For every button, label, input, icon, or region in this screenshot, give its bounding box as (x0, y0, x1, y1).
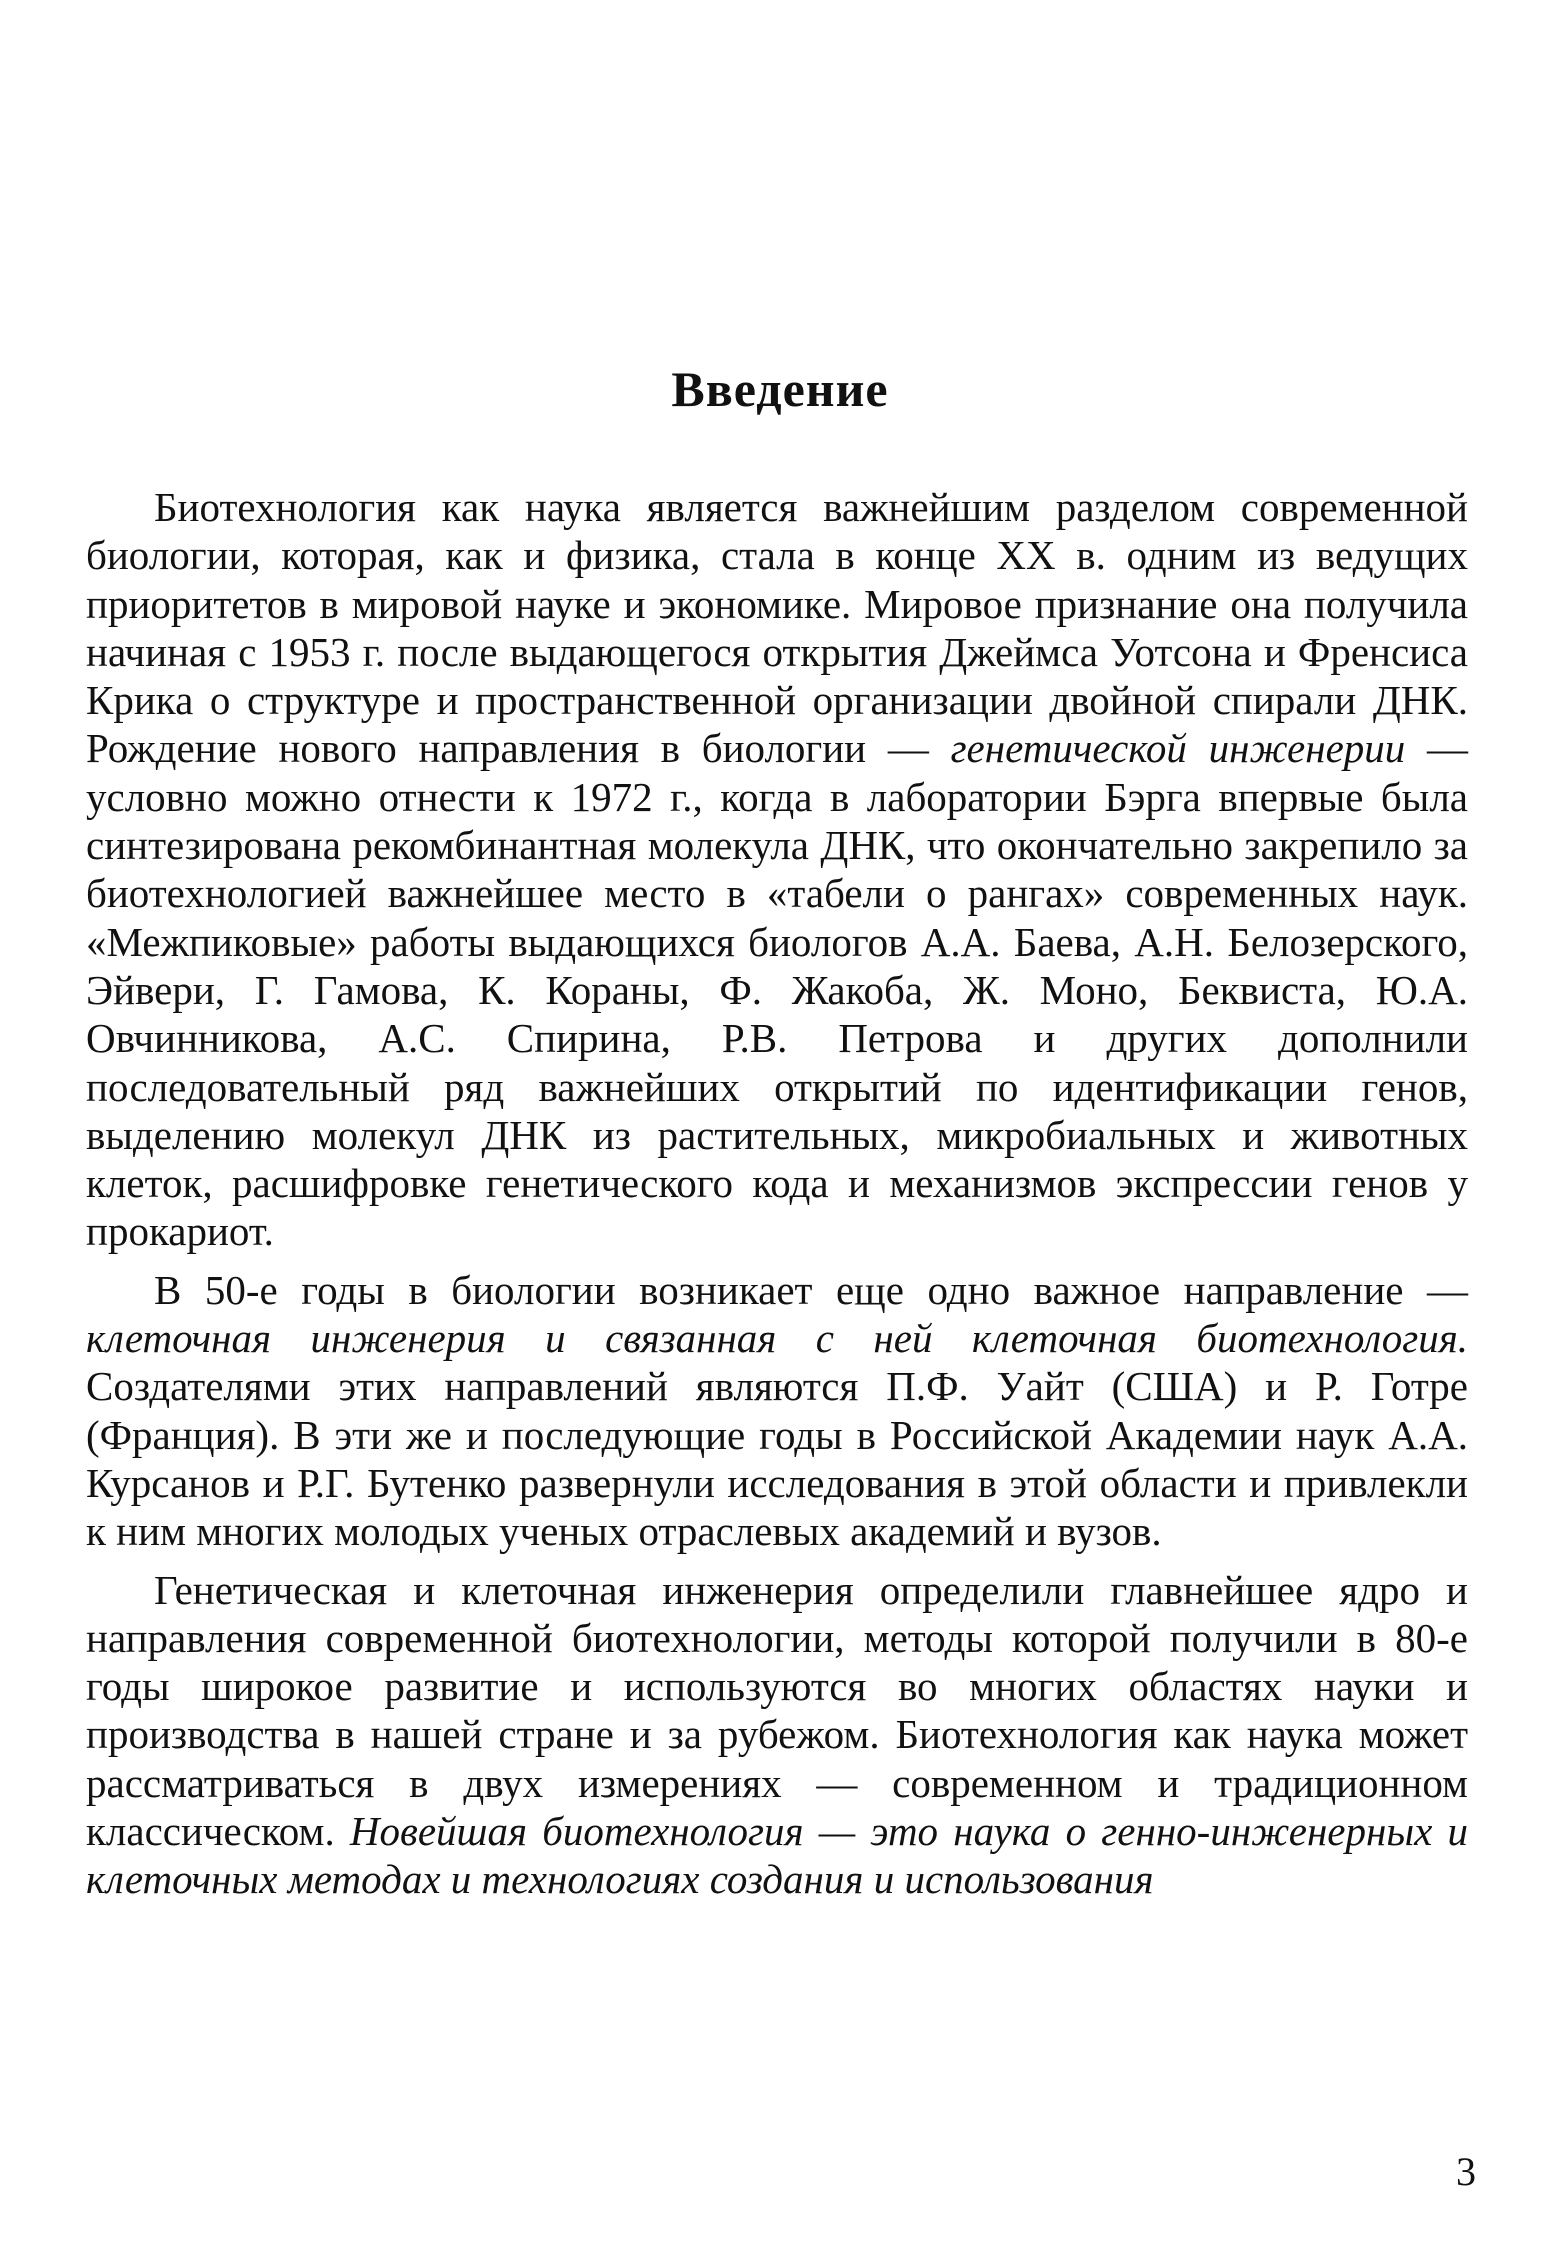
paragraph-3-text-a: Генетическая и клеточная инженерия определили главнейшее ядро и направления современной биотехнологии, методы которой получили в 80-е годы широкое развитие и используются во многих областях науки и производства в нашей стране и за рубежом. Биотехнология как наука может рассматриваться в двух измерениях — современном и традиционном классическом. (86, 1566, 1468, 1855)
body-text (86, 483, 1468, 1904)
paragraph-1 (86, 483, 1468, 1256)
paragraph-2-italic-term: клеточная инженерия и связанная с ней клеточная биотехнология. (86, 1315, 1468, 1362)
section-title: Введение (671, 361, 889, 417)
paragraph-3-italic-definition: Новейшая биотехнология — это наука о генно-инженерных и клеточных методах и технологиях создания и использования (86, 1808, 1468, 1903)
paragraph-1-text-b: — условно можно отнести к 1972 г., когда в лаборатории Бэрга впервые была синтезирована рекомбинантная молекула ДНК, что окончательно закрепило за биотехнологией важнейшее место в «табели о рангах» современных наук. «Межпиковые» работы выдающихся биологов А.А. Баева, А.Н. Белозерского, Эйвери, Г. Гамова, К. Кораны, Ф. Жакоба, Ж. Моно, Беквиста, Ю.А. Овчинникова, А.С. Спирина, Р.В. Петрова и других дополнили последовательный ряд важнейших открытий по идентификации генов, выделению молекул ДНК из растительных, микробиальных и животных клеток, расшифровке генетического кода и механизмов экспрессии генов у прокариот. (86, 725, 1468, 1255)
paragraph-2 (86, 1266, 1468, 1556)
page-number: 3 (1456, 2149, 1476, 2194)
paragraph-1-italic-term: генетической инженерии (950, 725, 1406, 772)
paragraph-1-text-a: Биотехнология как наука является важнейшим разделом современной биологии, которая, как и физика, стала в конце XX в. одним из ведущих приоритетов в мировой науке и экономике. Мировое признание она получила начиная с 1953 г. после выдающегося открытия Джеймса Уотсона и Френсиса Крика о структуре и пространственной организации двойной спирали ДНК. Рождение нового направления в биологии — (86, 484, 1468, 772)
paragraph-2-text-b: Создателями этих направлений являются П.Ф. Уайт (США) и Р. Готре (Франция). В эти же и последующие годы в Российской Академии наук А.А. Курсанов и Р.Г. Бутенко развернули исследования в этой области и привлекли к ним многих молодых ученых отраслевых академий и вузов. (86, 1363, 1468, 1555)
paragraph-2-text-a: В 50-е годы в биологии возникает еще одно важное направление — (154, 1266, 1468, 1313)
paragraph-3 (86, 1566, 1468, 1904)
